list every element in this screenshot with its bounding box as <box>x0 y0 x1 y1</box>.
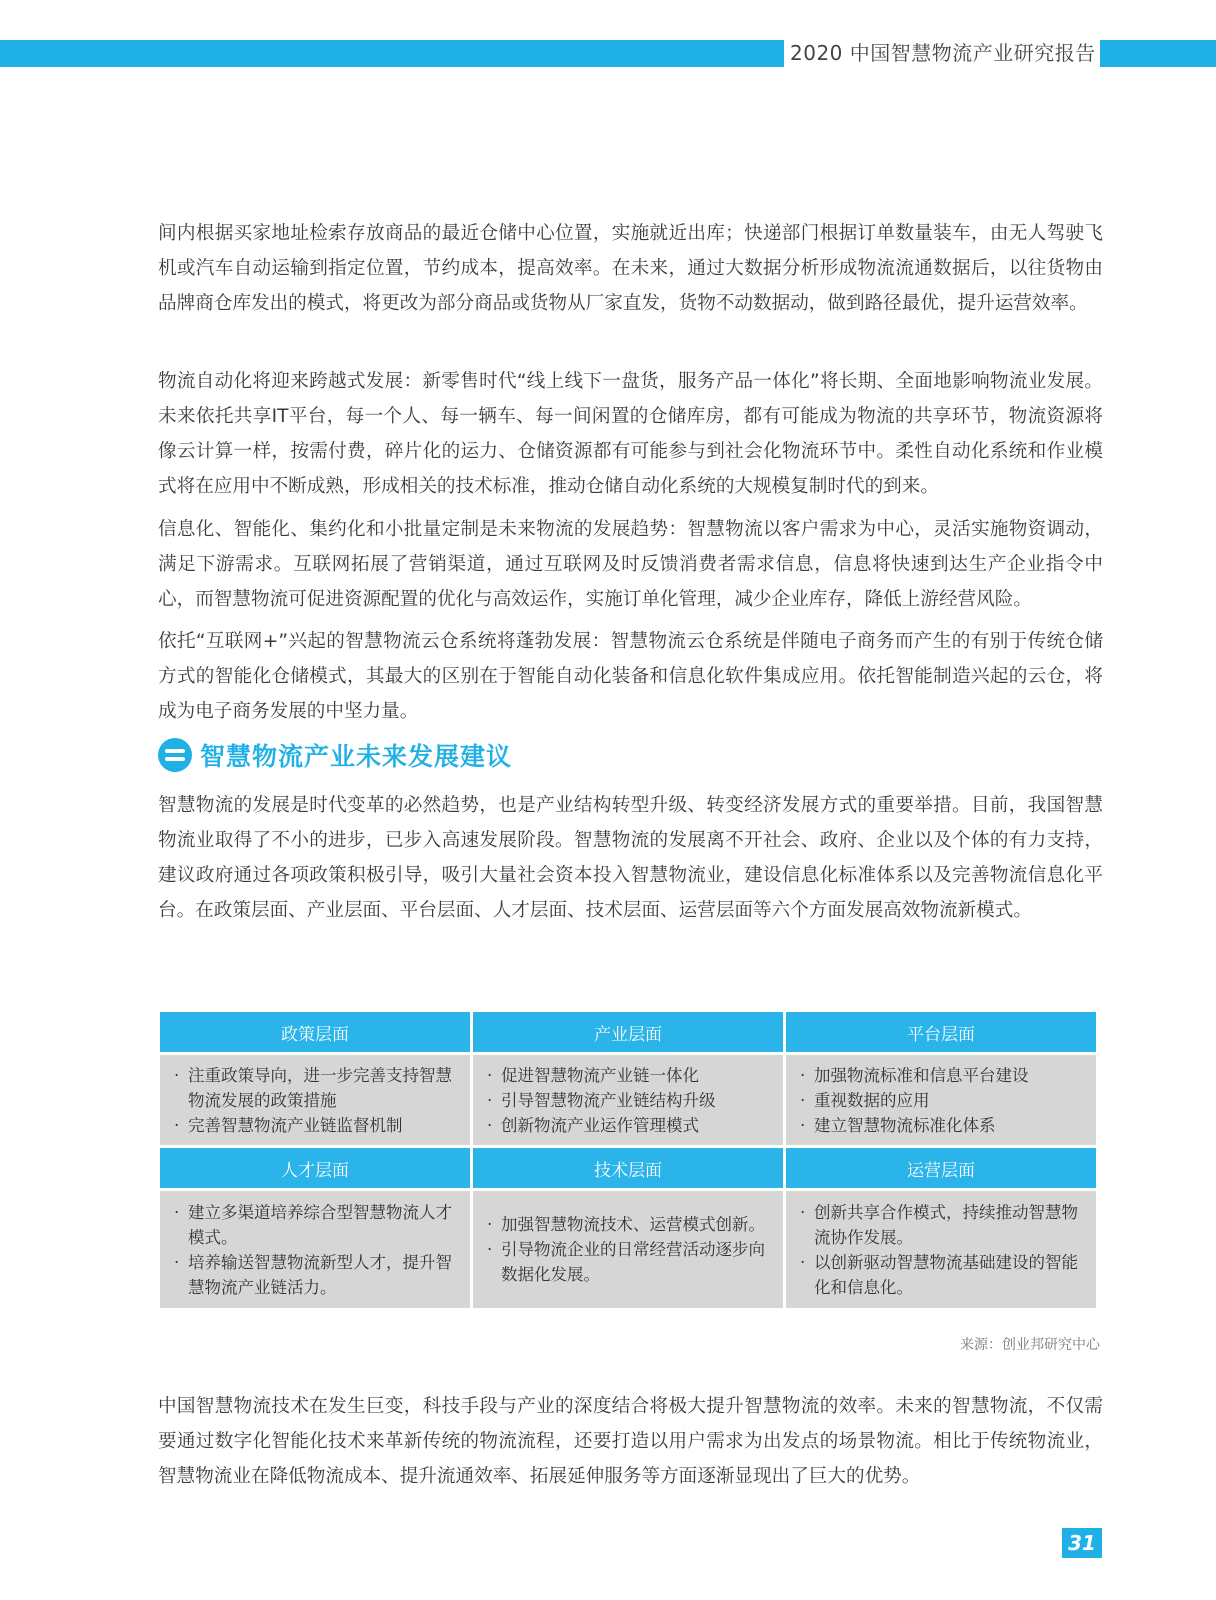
table-head-talent: 人才层面 <box>160 1148 470 1188</box>
table-head-technology: 技术层面 <box>473 1148 783 1188</box>
list-item: · 加强智慧物流技术、运营模式创新。 <box>487 1212 773 1237</box>
table-cell-industry <box>473 1055 783 1145</box>
section-title: 智慧物流产业未来发展建议 <box>200 742 513 771</box>
paragraph-warehouse: 间内根据买家地址检索存放商品的最近仓储中心位置，实施就近出库；快递部门根据订单数量装车，由无人驾驶飞机或汽车自动运输到指定位置，节约成本，提高效率。在未来，通过大数据分析形成物流流通数据后，以往货物由品牌商仓库发出的模式，将更改为部分商品或货物从厂家直发，货物不动数据动，做到路径最优，提升运营效率。 <box>158 223 1103 314</box>
table-source: 来源：创业邦研究中心 <box>960 1337 1100 1353</box>
list-item: · 建立多渠道培养综合型智慧物流人才模式。 <box>174 1200 460 1250</box>
section-intro: 智慧物流的发展是时代变革的必然趋势，也是产业结构转型升级、转变经济发展方式的重要举措。目前，我国智慧物流业取得了不小的进步，已步入高速发展阶段。智慧物流的发展离不开社会、政府、企业以及个体的有力支持，建议政府通过各项政策积极引导，吸引大量社会资本投入智慧物流业，建设信息化标准体系以及完善物流信息化平台。在政策层面、产业层面、平台层面、人才层面、技术层面、运营层面等六个方面发展高效物流新模式。 <box>158 795 1103 921</box>
table-head-operations: 运营层面 <box>786 1148 1096 1188</box>
header-bar-left <box>0 40 784 67</box>
report-title: 2020 中国智慧物流产业研究报告 <box>790 41 1096 65</box>
list-item: · 注重政策导向，进一步完善支持智慧物流发展的政策措施 <box>174 1063 460 1113</box>
table-cell-policy <box>160 1055 470 1145</box>
list-item: · 促进智慧物流产业链一体化 <box>487 1063 773 1088</box>
section-heading <box>158 738 512 772</box>
page-number: 31 <box>1062 1528 1102 1558</box>
list-item: · 培养输送智慧物流新型人才，提升智慧物流产业链活力。 <box>174 1250 460 1300</box>
list-item: · 引导智慧物流产业链结构升级 <box>487 1088 773 1113</box>
table-cell-operations <box>786 1191 1096 1308</box>
table-cell-technology <box>473 1191 783 1308</box>
paragraph-cloud-warehouse: 依托“互联网+”兴起的智慧物流云仓系统将蓬勃发展：智慧物流云仓系统是伴随电子商务而产生的有别于传统仓储方式的智能化仓储模式，其最大的区别在于智能自动化装备和信息化软件集成应用。依托智能制造兴起的云仓，将成为电子商务发展的中坚力量。 <box>158 631 1103 722</box>
paragraph-closing: 中国智慧物流技术在发生巨变，科技手段与产业的深度结合将极大提升智慧物流的效率。未来的智慧物流，不仅需要通过数字化智能化技术来革新传统的物流流程，还要打造以用户需求为出发点的场景物流。相比于传统物流业，智慧物流业在降低物流成本、提升流通效率、拓展延伸服务等方面逐渐显现出了巨大的优势。 <box>158 1396 1103 1487</box>
list-item: · 引导物流企业的日常经营活动逐步向数据化发展。 <box>487 1237 773 1287</box>
list-item: · 加强物流标准和信息平台建设 <box>800 1063 1086 1088</box>
paragraph-automation: 物流自动化将迎来跨越式发展：新零售时代“线上线下一盘货，服务产品一体化”将长期、全面地影响物流业发展。未来依托共享IT平台，每一个人、每一辆车、每一间闲置的仓储库房，都有可能成为物流的共享环节，物流资源将像云计算一样，按需付费，碎片化的运力、仓储资源都有可能参与到社会化物流环节中。柔性自动化系统和作业模式将在应用中不断成熟，形成相关的技术标准，推动仓储自动化系统的大规模复制时代的到来。 <box>158 371 1103 497</box>
header-bar-right <box>1100 40 1216 67</box>
paragraph-trends: 信息化、智能化、集约化和小批量定制是未来物流的发展趋势：智慧物流以客户需求为中心，灵活实施物资调动，满足下游需求。互联网拓展了营销渠道，通过互联网及时反馈消费者需求信息，信息将快速到达生产企业指令中心，而智慧物流可促进资源配置的优化与高效运作，实施订单化管理，减少企业库存，降低上游经营风险。 <box>158 519 1103 610</box>
table-head-platform: 平台层面 <box>786 1012 1096 1052</box>
table-head-industry: 产业层面 <box>473 1012 783 1052</box>
list-item: · 创新物流产业运作管理模式 <box>487 1113 773 1138</box>
section-number-icon <box>158 738 192 772</box>
recommendation-table <box>160 1012 1096 1308</box>
table-cell-platform <box>786 1055 1096 1145</box>
list-item: · 创新共享合作模式，持续推动智慧物流协作发展。 <box>800 1200 1086 1250</box>
list-item: · 建立智慧物流标准化体系 <box>800 1113 1086 1138</box>
list-item: · 重视数据的应用 <box>800 1088 1086 1113</box>
table-cell-talent <box>160 1191 470 1308</box>
list-item: · 完善智慧物流产业链监督机制 <box>174 1113 460 1138</box>
list-item: · 以创新驱动智慧物流基础建设的智能化和信息化。 <box>800 1250 1086 1300</box>
table-head-policy: 政策层面 <box>160 1012 470 1052</box>
